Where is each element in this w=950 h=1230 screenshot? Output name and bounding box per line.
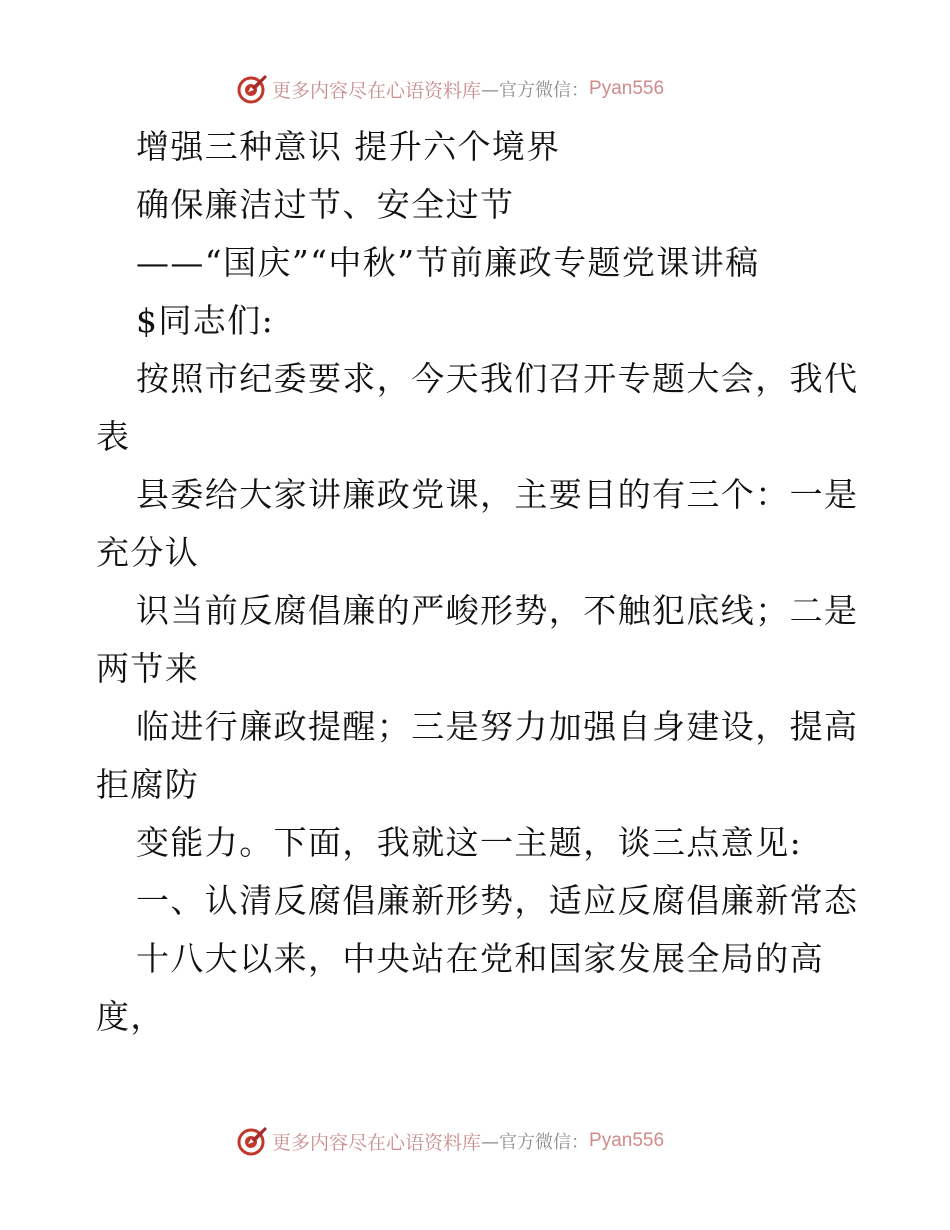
body-line: 识当前反腐倡廉的严峻形势，不触犯底线；二是 — [136, 591, 859, 630]
banner-text-separator: —官方微信： — [481, 80, 590, 101]
pen-medal-logo-icon — [236, 73, 268, 105]
pen-medal-logo-icon — [236, 1125, 268, 1157]
salutation-line: $同志们: — [136, 301, 275, 340]
banner-text-main: 更多内容尽在心语资料库 — [272, 1131, 482, 1154]
body-line: 十八大以来，中央站在党和国家发展全局的高 — [136, 939, 824, 978]
section-heading-1: 一、认清反腐倡廉新形势，适应反腐倡廉新常态 — [136, 881, 859, 920]
body-line: 按照市纪委要求，今天我们召开专题大会，我代 — [136, 359, 859, 398]
banner-wechat-id: Pyan556 — [589, 78, 665, 99]
body-line-wrap: 两节来 — [96, 649, 200, 688]
banner-text-main: 更多内容尽在心语资料库 — [272, 79, 482, 102]
footer-watermark-banner — [236, 1124, 664, 1158]
body-line: 临进行廉政提醒；三是努力加强自身建设，提高 — [136, 707, 859, 746]
body-line-wrap: 表 — [96, 417, 131, 456]
title-line-1: 增强三种意识 提升六个境界 — [136, 127, 561, 166]
body-line-wrap: 度， — [96, 997, 165, 1036]
document-body — [96, 118, 859, 1046]
banner-wechat-id: Pyan556 — [589, 1130, 665, 1151]
body-line: 县委给大家讲廉政党课，主要目的有三个：一是 — [136, 475, 859, 514]
banner-text-separator: —官方微信： — [481, 1132, 590, 1153]
body-line-wrap: 充分认 — [96, 533, 200, 572]
body-line-wrap: 拒腐防 — [96, 765, 200, 804]
title-line-2: 确保廉洁过节、安全过节 — [136, 185, 515, 224]
header-watermark-banner — [236, 72, 664, 106]
body-line: 变能力。下面，我就这一主题，谈三点意见: — [136, 823, 803, 862]
subtitle-line: ——“国庆”“中秋”节前廉政专题党课讲稿 — [136, 243, 760, 282]
